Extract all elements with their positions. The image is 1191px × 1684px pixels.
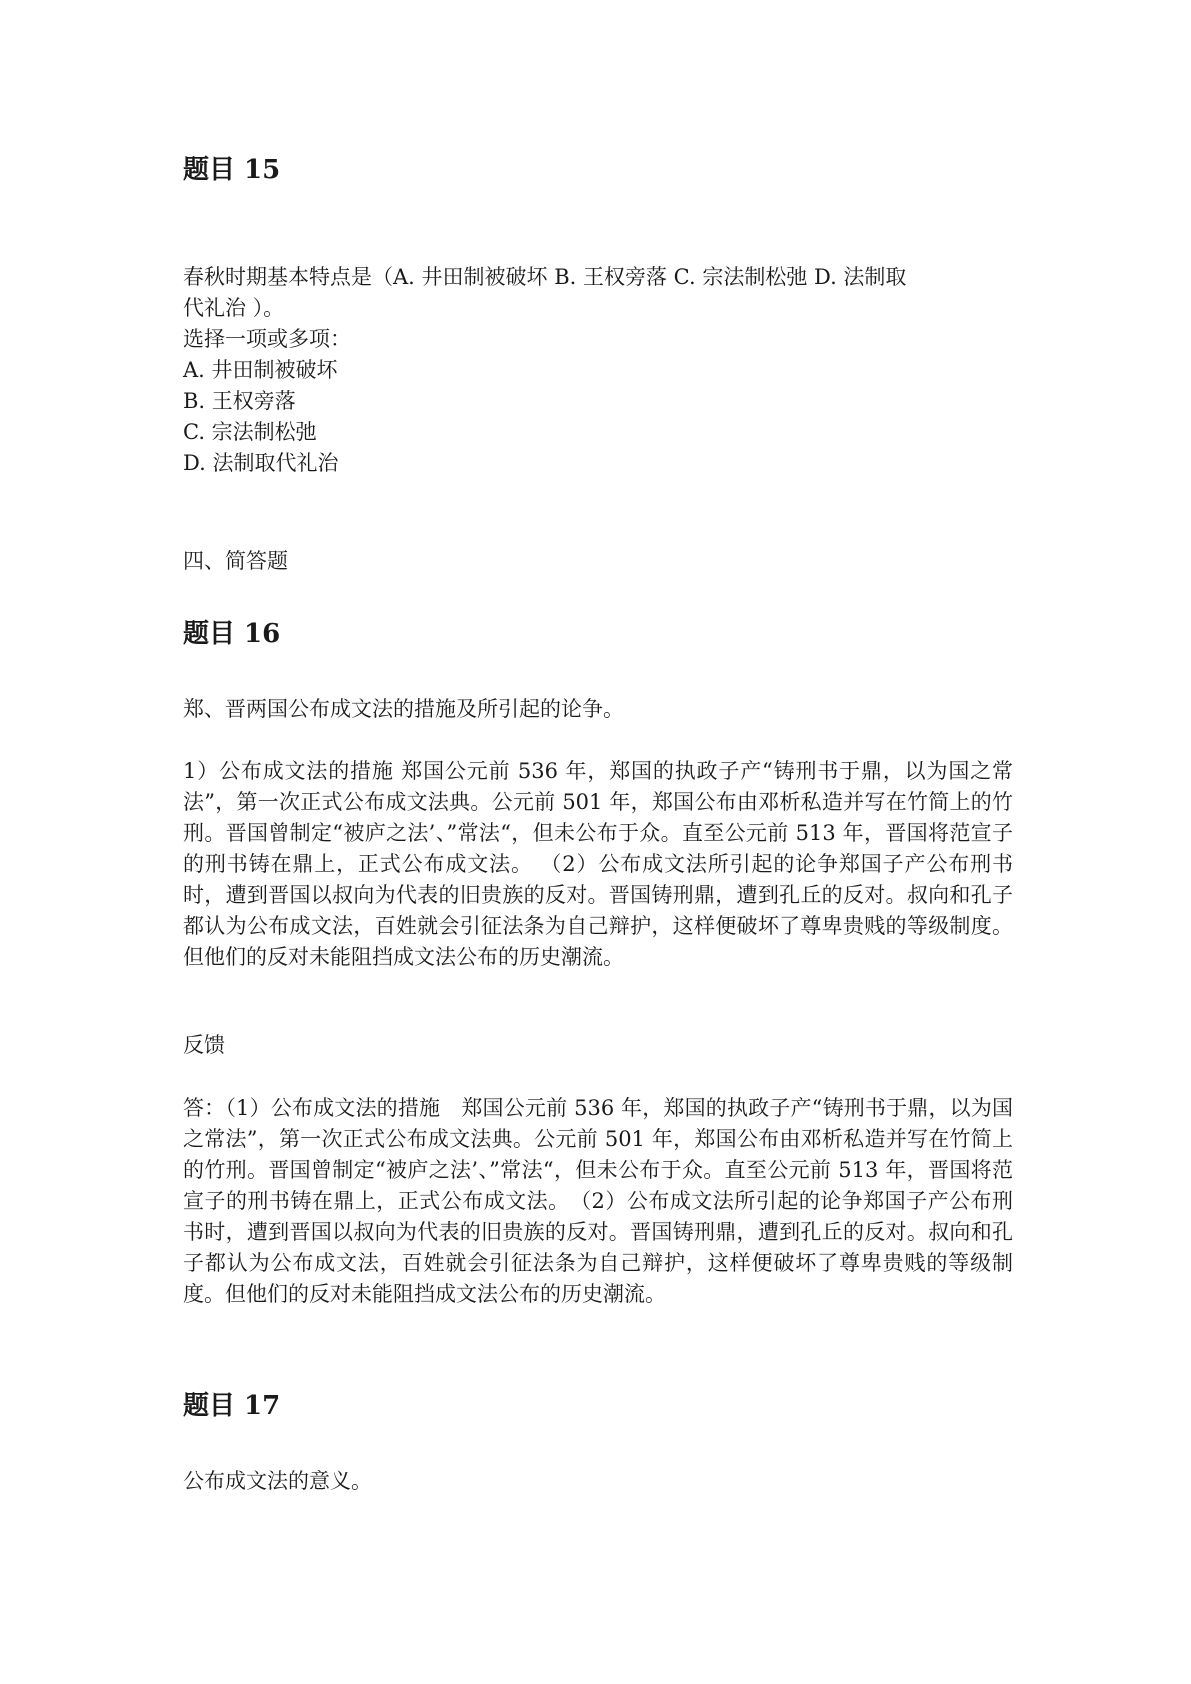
option-b[interactable]: B. 王权旁落 [183,389,296,413]
question-15-stem-line-1: 春秋时期基本特点是（A. 井田制被破坏 B. 王权旁落 C. 宗法制松弛 D. 法制取 [183,265,907,289]
section-heading-short-answer: 四、简答题 [183,549,288,573]
feedback-text: 答：（1）公布成文法的措施 郑国公元前 536 年，郑国的执政子产“铸刑书于鼎，以为国之常法”，第一次正式公布成文法典。公元前 501 年，郑国公布由邓析私造并写在竹简上的竹刑。晋国曾制定“被庐之法’、”常法“，但未公布于众。直至公元前 513 年，晋国将范宣子的刑书铸在鼎上，正式公布成文法。 （2）公布成文法所引起的论争郑国子产公布刑书时，遭到晋国以叔向为代表的旧贵族的反对。晋国铸刑鼎，遭到孔丘的反对。叔向和孔子都认为公布成文法，百姓就会引征法条为自己辩护，这样便破坏了尊卑贵贱的等级制度。但他们的反对未能阻挡成文法公布的历史潮流。 [183,1096,1013,1306]
question-16-title: 题目 16 [183,619,281,649]
question-16-answer: 1）公布成文法的措施 郑国公元前 536 年，郑国的执政子产“铸刑书于鼎，以为国之常法”，第一次正式公布成文法典。公元前 501 年，郑国公布由邓析私造并写在竹简上的竹刑。晋国曾制定“被庐之法’、”常法“，但未公布于众。直至公元前 513 年，晋国将范宣子的刑书铸在鼎上，正式公布成文法。 （2）公布成文法所引起的论争郑国子产公布刑书时，遭到晋国以叔向为代表的旧贵族的反对。晋国铸刑鼎，遭到孔丘的反对。叔向和孔子都认为公布成文法，百姓就会引征法条为自己辩护，这样便破坏了尊卑贵贱的等级制度。但他们的反对未能阻挡成文法公布的历史潮流。 [183,759,1013,969]
feedback-label: 反馈 [183,1033,225,1057]
option-a[interactable]: A. 井田制被破坏 [183,358,338,382]
question-17-title: 题目 17 [183,1391,281,1421]
option-c[interactable]: C. 宗法制松弛 [183,420,317,444]
question-15-title: 题目 15 [183,155,281,185]
question-15-instruction: 选择一项或多项： [183,327,351,351]
question-15-stem-line-2: 代礼治 ）。 [183,296,285,320]
question-15-body [183,262,1013,479]
question-16-text: 郑、晋两国公布成文法的措施及所引起的论争。 [183,697,624,721]
option-d[interactable]: D. 法制取代礼治 [183,451,339,475]
question-17-text: 公布成文法的意义。 [183,1469,372,1493]
